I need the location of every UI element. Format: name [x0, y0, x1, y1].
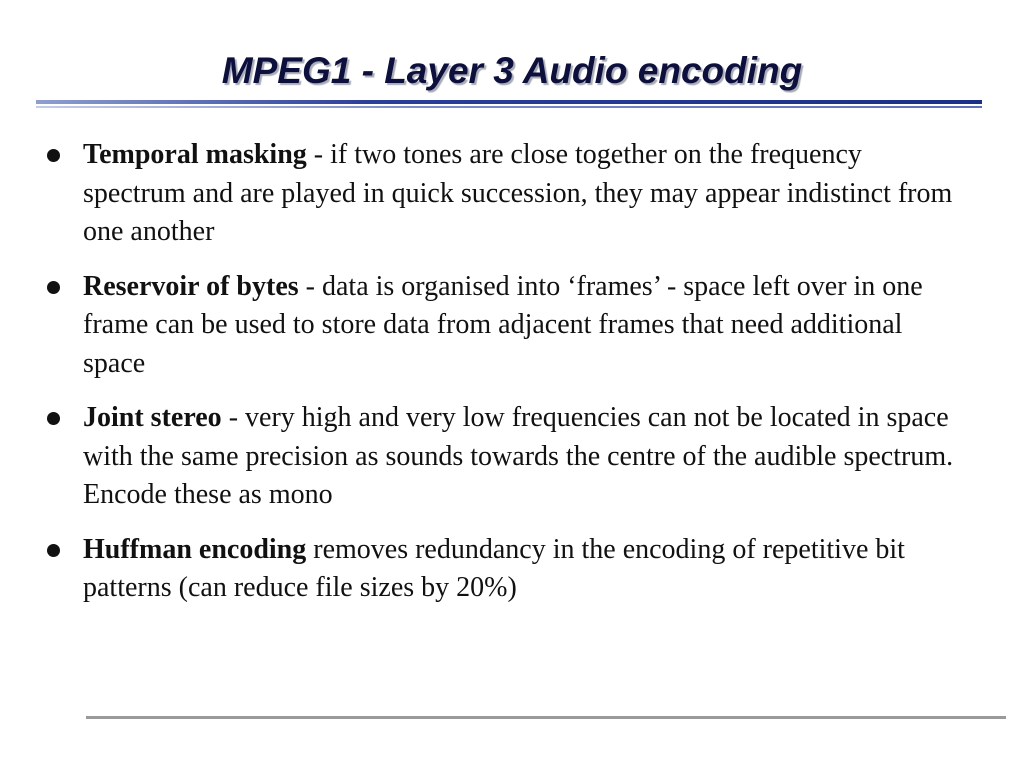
bullet-term: Huffman encoding — [83, 533, 307, 565]
bullet-item-reservoir-of-bytes — [0, 268, 1024, 384]
title-underline-dark — [36, 100, 982, 104]
bullet-dot-icon — [47, 412, 60, 425]
bullet-dot-icon — [47, 149, 60, 162]
bullet-dot-icon — [47, 544, 60, 557]
bullet-dot-icon — [47, 281, 60, 294]
bullet-item-joint-stereo — [0, 399, 1024, 515]
bullet-item-huffman-encoding — [0, 531, 1024, 608]
bullet-term: Joint stereo — [83, 402, 222, 433]
footer-rule — [86, 716, 1006, 719]
title-underline-light — [36, 106, 982, 108]
slide-title: MPEG1 - Layer 3 Audio encoding — [221, 50, 803, 91]
bullet-term: Temporal masking — [83, 139, 307, 170]
title-underline — [36, 100, 982, 110]
bullet-text: - if two tones are close together on the frequency spectrum and are played in quick succession, they may appear indistinct from one another — [83, 139, 953, 247]
bullet-item-temporal-masking — [0, 136, 1024, 252]
bullet-text: - very high and very low frequencies can not be located in space with the same precision as sounds towards the centre of the audible spectrum. Encode these as mono — [83, 402, 954, 510]
bullet-text: removes redundancy in the encoding of repetitive bit patterns (can reduce file sizes by 20%) — [83, 533, 905, 603]
bullet-text: - data is organised into ‘frames’ - space left over in one frame can be used to store data from adjacent frames that need additional space — [83, 270, 923, 379]
bullet-term: Reservoir of bytes — [83, 270, 299, 302]
bullet-list — [0, 136, 1024, 624]
